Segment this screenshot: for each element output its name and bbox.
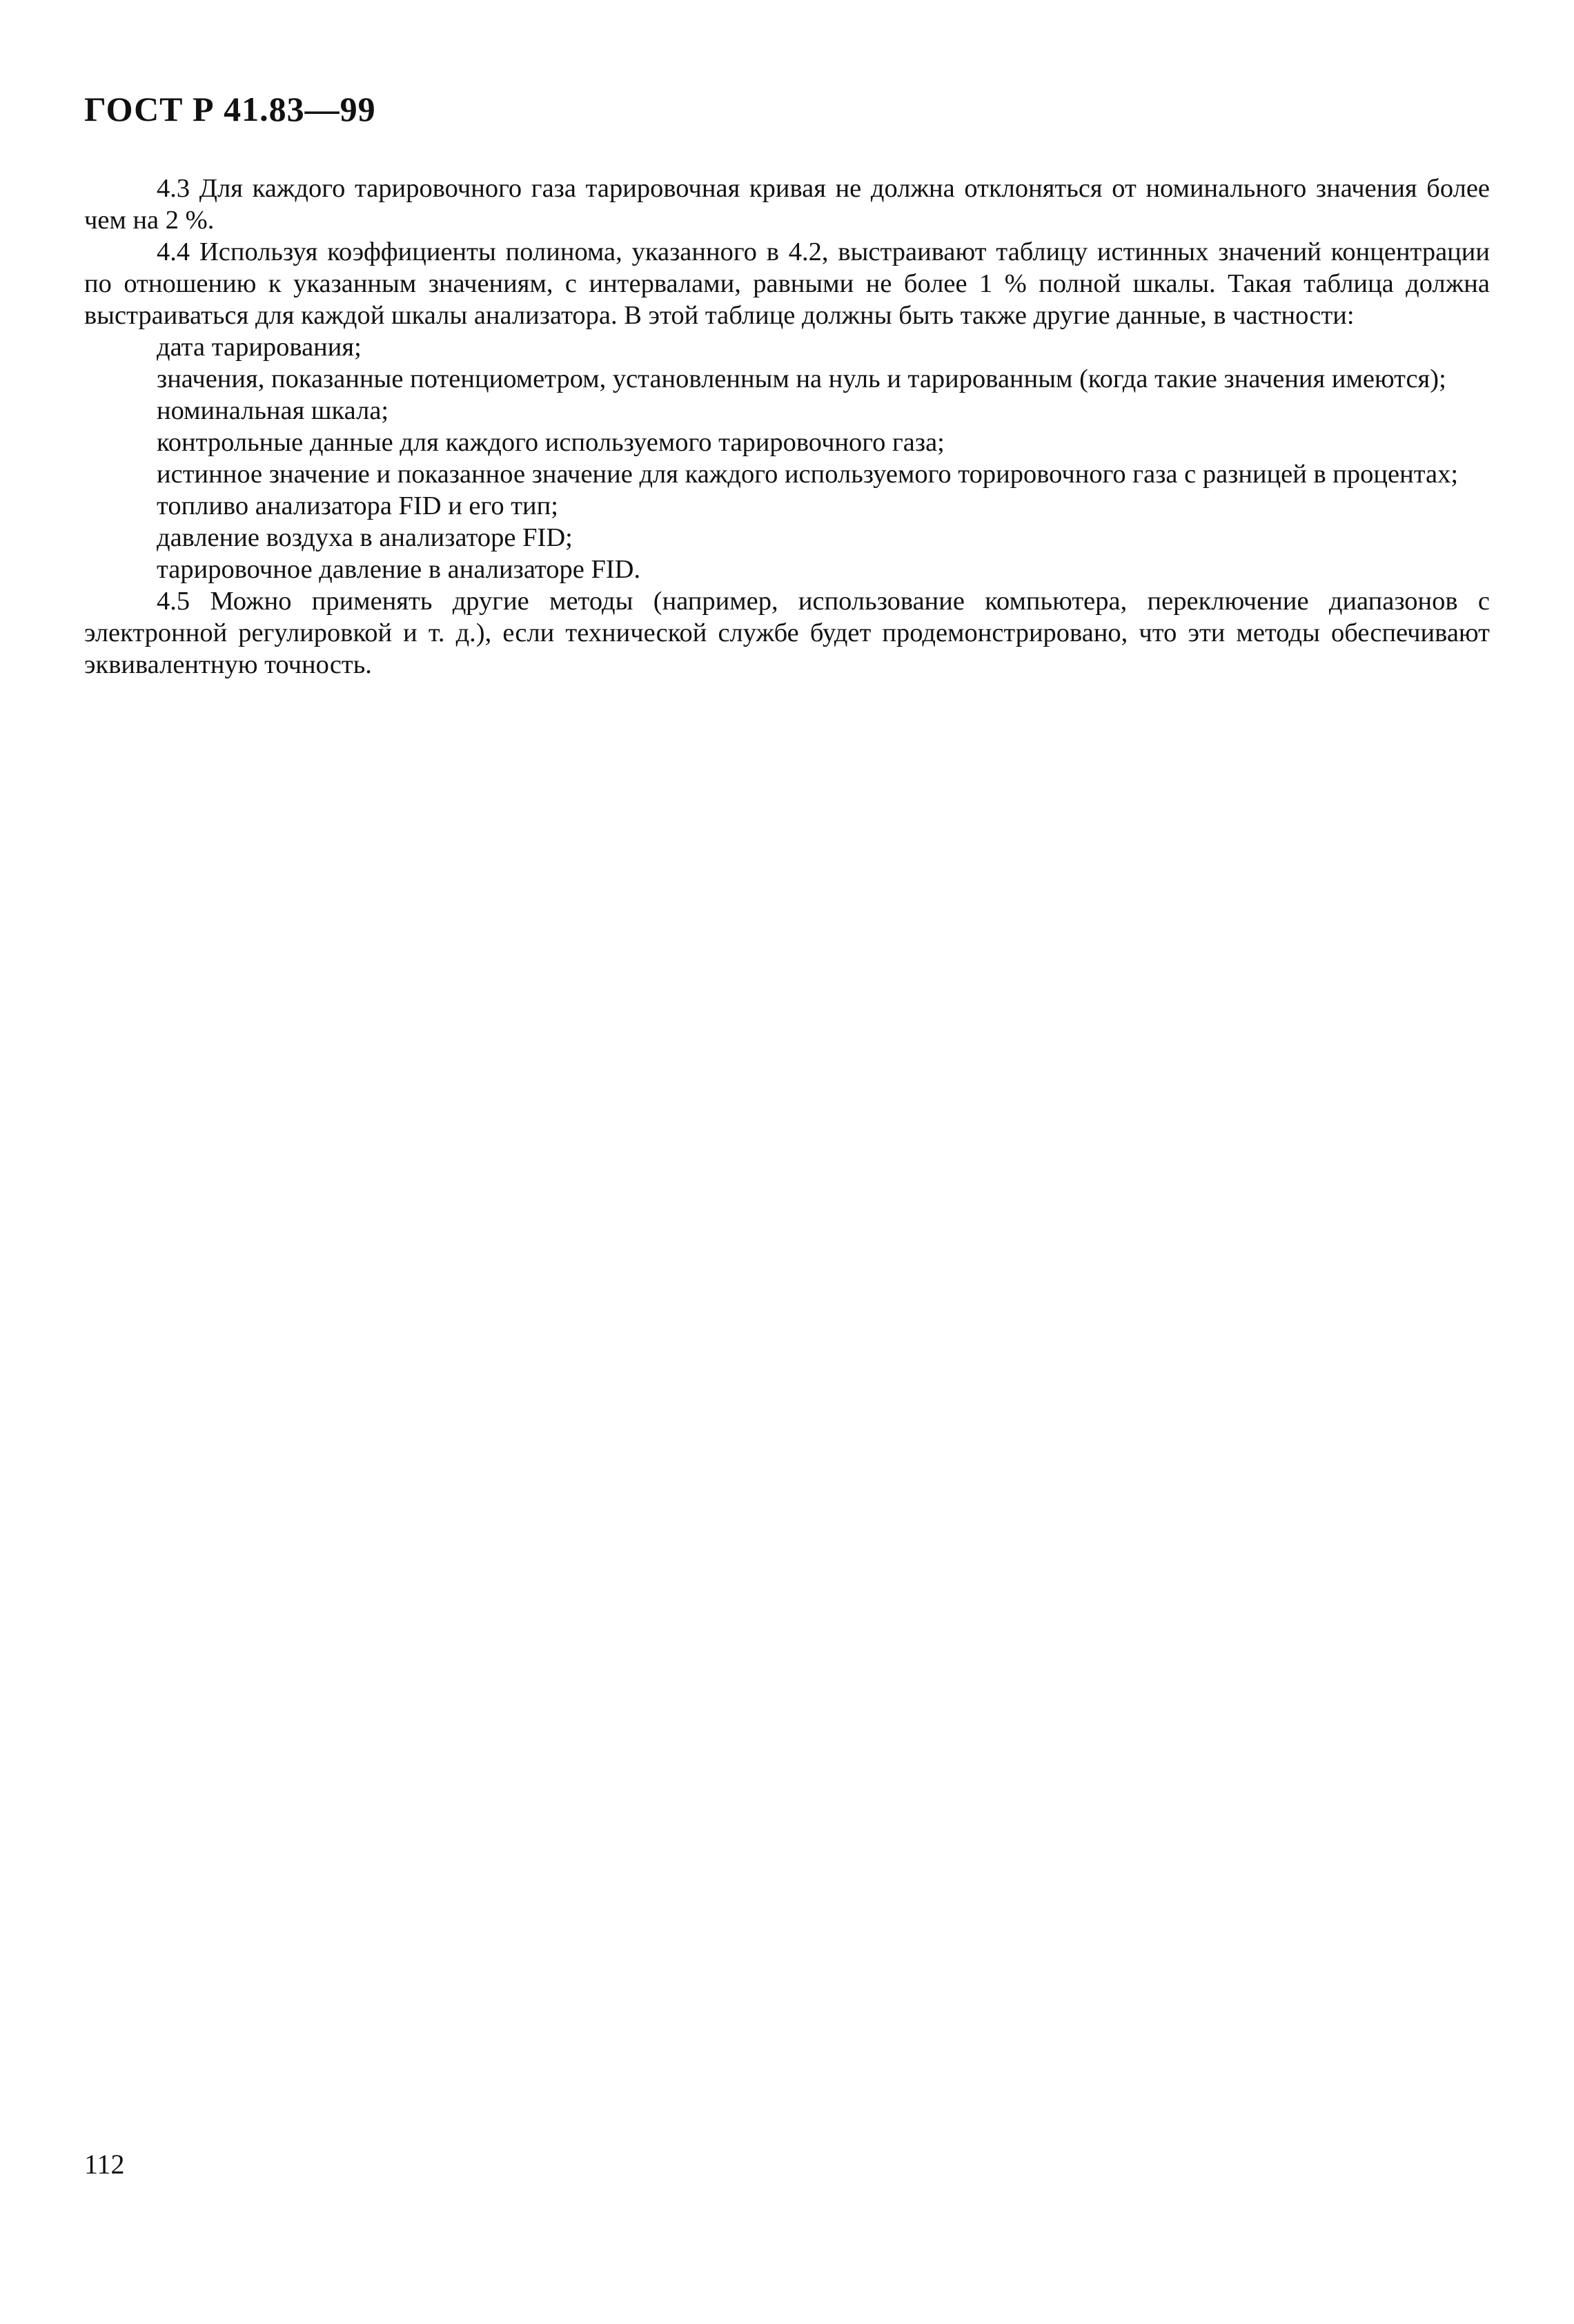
list-item: контрольные данные для каждого используемого тарировочного газа;	[157, 428, 945, 457]
paragraph-4-3: 4.3 Для каждого тарировочного газа тарировочная кривая не должна отклоняться от номинального значения более чем на 2 %.	[84, 174, 1490, 235]
paragraph-4-5: 4.5 Можно применять другие методы (например, использование компьютера, переключение диапазонов с электронной регулировкой и т. д.), если технической службе будет продемонстрировано, что эти методы обеспечивают эквивалентную точность.	[84, 587, 1490, 679]
list-item: значения, показанные потенциометром, установленным на нуль и тарированным (когда такие значения имеются);	[157, 364, 1446, 393]
list-item: номинальная шкала;	[157, 396, 389, 425]
list-item: топливо анализатора FID и его тип;	[157, 491, 558, 520]
document-code-header: ГОСТ Р 41.83—99	[84, 90, 376, 128]
list-item: дата тарирования;	[157, 333, 362, 362]
list-item: тарировочное давление в анализаторе FID.	[157, 555, 641, 584]
page-number: 112	[84, 2149, 125, 2180]
list-item: истинное значение и показанное значение для каждого используемого торировочного газа с разницей в процентах;	[157, 460, 1459, 489]
paragraph-4-4: 4.4 Используя коэффициенты полинома, указанного в 4.2, выстраивают таблицу истинных значений концентрации по отношению к указанным значениям, с интервалами, равными не более 1 % полной шкалы. Такая таблица должна выстраиваться для каждой шкалы анализатора. В этой таблице должны быть также другие данные, в частности:	[84, 237, 1490, 330]
document-body	[84, 173, 1490, 681]
list-item: давление воздуха в анализаторе FID;	[157, 523, 573, 552]
